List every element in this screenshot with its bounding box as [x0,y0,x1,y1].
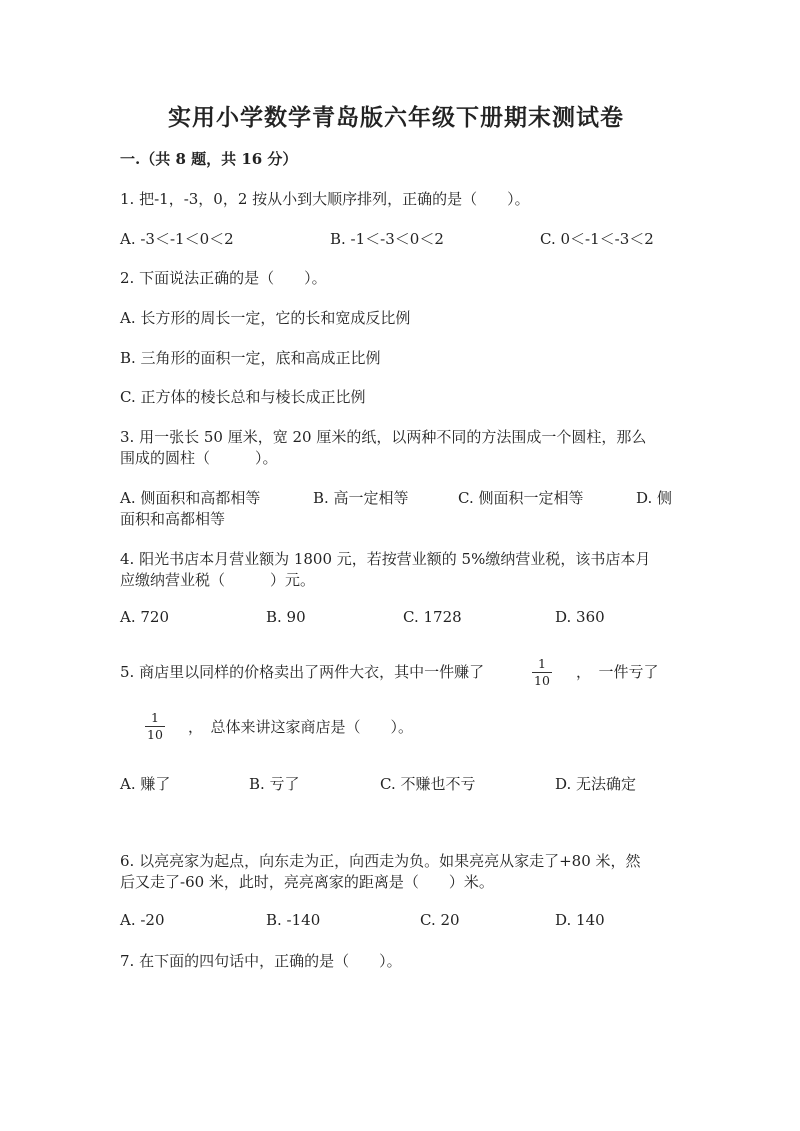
fraction-one-tenth-2 [143,711,167,742]
q5-option-a: A. 赚了 [120,775,171,793]
q3-option-b: B. 高一定相等 [313,489,409,507]
q1-option-b: B. -1＜-3＜0＜2 [330,230,444,248]
q5-option-b: B. 亏了 [249,775,300,793]
q4-option-d: D. 360 [555,608,605,626]
q5-option-c: C. 不赚也不亏 [380,775,476,793]
question-5-stem-part3: ， 总体来讲这家商店是（ ）。 [188,718,414,736]
fraction-numerator: 1 [538,656,546,671]
question-6-stem-line1: 6. 以亮亮家为起点，向东走为正，向西走为负。如果亮亮从家走了+80 米，然 [120,852,641,870]
q5-option-d: D. 无法确定 [555,775,637,793]
q2-option-c: C. 正方体的棱长总和与棱长成正比例 [120,388,366,406]
q6-option-c: C. 20 [420,911,460,929]
question-3-stem-line2: 围成的圆柱（ ）。 [120,449,278,467]
question-5-stem-part1: 5. 商店里以同样的价格卖出了两件大衣，其中一件赚了 [120,663,485,681]
question-4-stem-line2: 应缴纳营业税（ ）元。 [120,571,316,589]
document-title: 实用小学数学青岛版六年级下册期末测试卷 [168,104,624,131]
q4-option-c: C. 1728 [403,608,462,626]
question-6-stem-line2: 后又走了-60 米，此时，亮亮离家的距离是（ ）米。 [120,873,494,891]
question-1-stem: 1. 把-1，-3，0，2 按从小到大顺序排列，正确的是（ ）。 [120,190,530,208]
q4-option-a: A. 720 [120,608,169,626]
q1-option-a: A. -3＜-1＜0＜2 [120,230,234,248]
q2-option-a: A. 长方形的周长一定，它的长和宽成反比例 [120,309,411,327]
q1-option-c: C. 0＜-1＜-3＜2 [540,230,654,248]
fraction-denominator: 10 [147,727,163,742]
question-4-stem-line1: 4. 阳光书店本月营业额为 1800 元，若按营业额的 5%缴纳营业税，该书店本月 [120,550,651,568]
q4-option-b: B. 90 [266,608,306,626]
q2-option-b: B. 三角形的面积一定，底和高成正比例 [120,349,381,367]
q6-option-b: B. -140 [266,911,321,929]
q3-option-a: A. 侧面积和高都相等 [120,489,261,507]
fraction-one-tenth [530,657,554,688]
question-5-stem-part2: ， 一件亏了 [576,663,659,681]
question-7-stem: 7. 在下面的四句话中，正确的是（ ）。 [120,952,402,970]
fraction-denominator: 10 [534,673,550,688]
q3-option-c: C. 侧面积一定相等 [458,489,584,507]
fraction-numerator: 1 [151,710,159,725]
question-3-stem-line1: 3. 用一张长 50 厘米，宽 20 厘米的纸，以两种不同的方法围成一个圆柱，那么 [120,428,647,446]
section-heading: 一.（共 8 题，共 16 分） [120,150,298,168]
q6-option-a: A. -20 [120,911,165,929]
q3-option-d: D. 侧 [636,489,673,507]
question-2-stem: 2. 下面说法正确的是（ ）。 [120,269,327,287]
q3-option-d-wrap: 面积和高都相等 [120,510,226,528]
q6-option-d: D. 140 [555,911,605,929]
